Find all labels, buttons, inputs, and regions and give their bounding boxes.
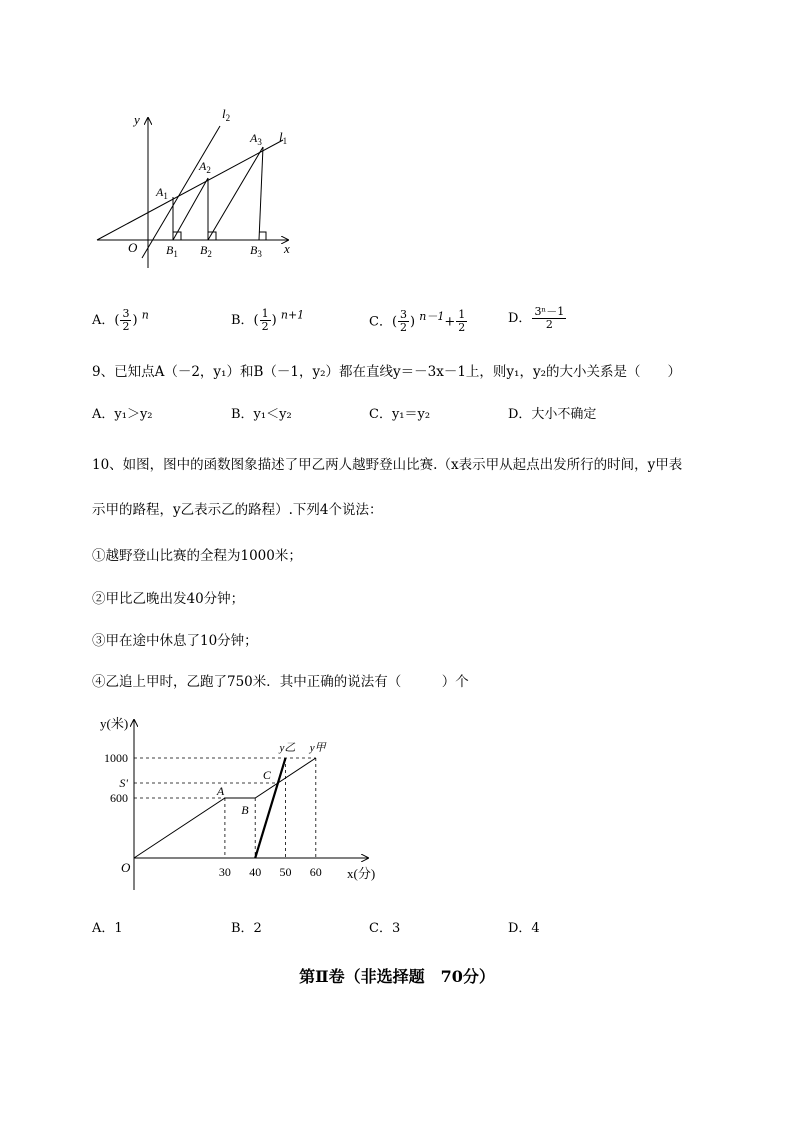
q10-statement-2: ②甲比乙晚出发40分钟； — [92, 591, 245, 607]
segment-b1a2 — [173, 178, 208, 240]
label-b2: $B_2$ — [200, 243, 212, 259]
q9-option-c[interactable]: C．y₁＝y₂ — [369, 407, 431, 422]
q8-option-b[interactable] — [231, 308, 304, 333]
q8-c-num: 3 — [400, 308, 408, 322]
label-a1: $A_1$ — [156, 185, 168, 201]
q10-statement-1: ①越野登山比赛的全程为1000米； — [92, 548, 302, 564]
point-label-c: C — [262, 768, 271, 782]
point-label-a: A — [216, 784, 225, 798]
fig1-y-label: y — [134, 112, 140, 127]
q9-option-a[interactable]: A．y₁＞y₂ — [92, 407, 153, 422]
q10-stem-line1: 10、如图，图中的函数图象描述了甲乙两人越野登山比赛.（x表示甲从起点出发所行的时间，y甲表 — [92, 457, 683, 473]
label-b3: $B_3$ — [250, 243, 262, 259]
x-tick-label: 40 — [249, 865, 262, 879]
q8-option-c[interactable] — [369, 308, 468, 334]
q8-d-fraction — [532, 306, 566, 331]
chart-x-label: x(分) — [347, 866, 376, 881]
series-label-jia: y甲 — [309, 742, 326, 754]
label-l1: $l_1$ — [279, 129, 288, 146]
series-label-yi: y乙 — [279, 742, 296, 754]
y-tick-label: S' — [119, 776, 128, 790]
q8-c-plus: + — [444, 314, 456, 330]
q10-option-a[interactable]: A．1 — [92, 921, 123, 936]
label-b1: $B_1$ — [166, 243, 178, 259]
fig1-x-label: x — [284, 241, 290, 256]
q8-b-suffix: ) — [271, 313, 277, 328]
q10-stem-line2: 示甲的路程，y乙表示乙的路程）.下列4个说法： — [92, 502, 383, 518]
q8-b-exp: n+1 — [280, 308, 305, 322]
q8-c-den2: 2 — [458, 321, 466, 335]
q8-a-suffix: ) — [132, 313, 138, 328]
segment-a3b3 — [259, 147, 263, 240]
section-title: 第Ⅱ卷（非选择题 70分） — [299, 967, 495, 986]
q10-option-c[interactable]: C．3 — [369, 921, 401, 936]
y-tick-label: 1000 — [104, 751, 128, 765]
q8-c-exp: n－1 — [419, 310, 445, 323]
q8-b-fraction — [260, 308, 271, 333]
q8-a-fraction — [120, 308, 131, 333]
q8-d-num: 3ⁿ－1 — [534, 305, 565, 318]
line-l1 — [97, 140, 283, 240]
q8-a-prefix: A．( — [92, 313, 120, 328]
q10-option-b[interactable]: B．2 — [231, 921, 262, 936]
segment-b2a3 — [208, 147, 263, 240]
q10-statement-4: ④乙追上甲时，乙跑了750米．其中正确的说法有（ ）个 — [92, 674, 469, 690]
q8-d-prefix: D． — [508, 311, 532, 326]
fig1-origin-label: O — [128, 240, 138, 255]
q8-b-prefix: B．( — [231, 313, 259, 328]
q10-option-d[interactable]: D．4 — [508, 921, 540, 936]
q8-c-den: 2 — [400, 321, 408, 335]
right-angle-mark-b3 — [259, 232, 266, 240]
q9-option-d[interactable]: D．大小不确定 — [508, 407, 597, 422]
q10-statement-3: ③甲在途中休息了10分钟； — [92, 633, 258, 649]
q8-b-num: 1 — [261, 307, 269, 320]
x-tick-label: 30 — [218, 865, 231, 879]
q8-c-suffix: ) — [410, 314, 416, 330]
q8-option-a[interactable] — [92, 308, 149, 333]
q8-a-num: 3 — [122, 307, 130, 320]
q8-a-exp: n — [141, 308, 149, 322]
figure-sequence-lines — [0, 0, 794, 290]
y-tick-label: 600 — [110, 791, 128, 805]
x-tick-label: 50 — [279, 865, 292, 879]
label-a2: $A_2$ — [199, 159, 211, 175]
chart-y-label: y(米) — [100, 716, 129, 731]
q8-option-d[interactable] — [508, 306, 567, 331]
chart-race-graph — [0, 700, 794, 900]
q8-c-prefix: C．( — [369, 314, 398, 330]
q9-stem: 9、已知点A（－2，y₁）和B（－1，y₂）都在直线y＝－3x－1上，则y₁，y₂的大小关系是（ ） — [92, 364, 682, 380]
label-a3: $A_3$ — [250, 131, 262, 147]
q8-b-den: 2 — [261, 320, 269, 333]
q9-option-b[interactable]: B．y₁＜y₂ — [231, 407, 292, 422]
q8-c-num2: 1 — [458, 308, 466, 322]
point-label-b: B — [241, 803, 249, 817]
q8-c-fraction — [398, 309, 409, 334]
chart-origin-label: O — [121, 860, 131, 875]
q8-c-fraction2 — [456, 309, 467, 334]
q8-a-den: 2 — [122, 320, 130, 333]
q8-d-den: 2 — [545, 318, 553, 331]
label-l2: $l_2$ — [222, 106, 231, 123]
x-tick-label: 60 — [309, 865, 322, 879]
